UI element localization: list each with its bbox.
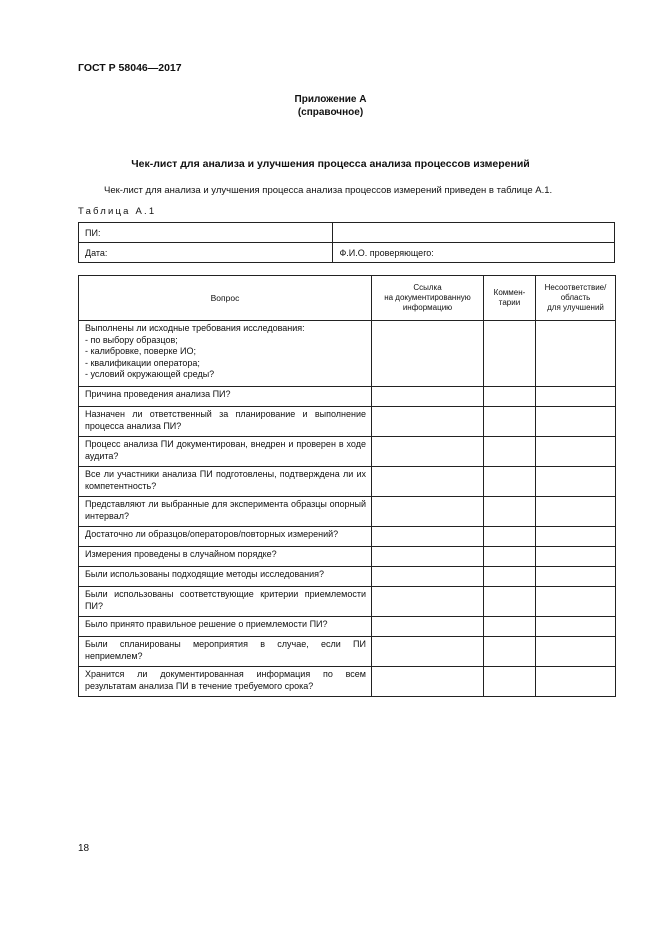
question-cell xyxy=(79,437,372,467)
question-cell xyxy=(79,407,372,437)
column-header-comments-line: Коммен- xyxy=(493,288,526,297)
comments-cell xyxy=(484,407,536,437)
question-text: Измерения проведены в случайном порядке? xyxy=(85,549,277,559)
question-cell xyxy=(79,547,372,567)
nonconformity-cell xyxy=(536,387,616,407)
reference-cell xyxy=(372,547,484,567)
question-text: - калибровке, поверке ИО; xyxy=(85,346,196,356)
column-header-reference-line: Ссылка xyxy=(413,283,442,292)
table-header-row xyxy=(79,276,616,321)
nonconformity-cell xyxy=(536,617,616,637)
nonconformity-cell xyxy=(536,637,616,667)
question-text: Назначен ли ответственный за планирование и выполнение процесса анализа ПИ? xyxy=(85,409,366,431)
reference-cell xyxy=(372,667,484,697)
comments-cell xyxy=(484,467,536,497)
table-row xyxy=(79,387,616,407)
question-cell xyxy=(79,387,372,407)
question-text: Хранится ли документированная информация по всем результатам анализа ПИ в течение требуемого срока? xyxy=(85,669,366,691)
question-cell xyxy=(79,527,372,547)
nonconformity-cell xyxy=(536,467,616,497)
table-row xyxy=(79,547,616,567)
table-row xyxy=(79,567,616,587)
table-row xyxy=(79,617,616,637)
question-text: - по выбору образцов; xyxy=(85,334,178,345)
inspector-field: Ф.И.О. проверяющего: xyxy=(333,243,615,263)
question-text: Все ли участники анализа ПИ подготовлены, подтверждена ли их компетентность? xyxy=(85,469,366,491)
question-text: Были использованы соответствующие критерии приемлемости ПИ? xyxy=(85,589,366,611)
table-label: Таблица А.1 xyxy=(78,206,157,217)
meta-table xyxy=(78,222,615,263)
question-text: Процесс анализа ПИ документирован, внедрен и проверен в ходе аудита? xyxy=(85,439,366,461)
table-row xyxy=(79,407,616,437)
comments-cell xyxy=(484,497,536,527)
comments-cell xyxy=(484,527,536,547)
table-row xyxy=(79,637,616,667)
reference-cell xyxy=(372,617,484,637)
nonconformity-cell xyxy=(536,587,616,617)
checklist-table xyxy=(78,275,616,697)
column-header-nonconformity xyxy=(536,276,616,321)
nonconformity-cell xyxy=(536,527,616,547)
column-header-reference xyxy=(372,276,484,321)
appendix-title: Приложение А xyxy=(294,94,367,105)
comments-cell xyxy=(484,587,536,617)
nonconformity-cell xyxy=(536,567,616,587)
column-header-nonconformity-line: Несоответствие/ xyxy=(544,283,607,292)
comments-cell xyxy=(484,667,536,697)
reference-cell xyxy=(372,587,484,617)
section-title: Чек-лист для анализа и улучшения процесса анализа процессов измерений xyxy=(131,158,530,170)
reference-cell xyxy=(372,437,484,467)
table-row xyxy=(79,667,616,697)
comments-cell xyxy=(484,637,536,667)
comments-cell xyxy=(484,567,536,587)
question-cell xyxy=(79,587,372,617)
column-header-reference-line: информацию xyxy=(402,303,453,312)
question-text: Причина проведения анализа ПИ? xyxy=(85,389,231,399)
nonconformity-cell xyxy=(536,497,616,527)
pi-field: ПИ: xyxy=(79,223,333,243)
reference-cell xyxy=(372,527,484,547)
intro-paragraph: Чек-лист для анализа и улучшения процесса анализа процессов измерений приведен в таблице А.1. xyxy=(104,185,553,196)
date-field: Дата: xyxy=(79,243,333,263)
nonconformity-cell xyxy=(536,437,616,467)
comments-cell xyxy=(484,387,536,407)
question-cell xyxy=(79,321,372,387)
column-header-comments xyxy=(484,276,536,321)
question-cell xyxy=(79,467,372,497)
standard-number: ГОСТ Р 58046—2017 xyxy=(78,62,182,74)
nonconformity-cell xyxy=(536,321,616,387)
column-header-reference-line: на документированную xyxy=(384,293,471,302)
question-text: Было принято правильное решение о приемлемости ПИ? xyxy=(85,619,328,629)
table-row xyxy=(79,527,616,547)
reference-cell xyxy=(372,321,484,387)
column-header-question: Вопрос xyxy=(79,276,372,321)
question-text: - условий окружающей среды? xyxy=(85,369,215,379)
table-row xyxy=(79,321,616,387)
question-text: Были спланированы мероприятия в случае, если ПИ неприемлем? xyxy=(85,639,366,661)
column-header-nonconformity-line: область xyxy=(560,293,591,302)
nonconformity-cell xyxy=(536,547,616,567)
reference-cell xyxy=(372,637,484,667)
appendix-subtitle: (справочное) xyxy=(297,107,364,118)
table-row xyxy=(79,587,616,617)
comments-cell xyxy=(484,547,536,567)
comments-cell xyxy=(484,617,536,637)
table-row xyxy=(79,467,616,497)
table-row xyxy=(79,437,616,467)
column-header-nonconformity-line: для улучшений xyxy=(547,303,604,312)
column-header-comments-line: тарии xyxy=(498,298,521,307)
reference-cell xyxy=(372,387,484,407)
nonconformity-cell xyxy=(536,407,616,437)
question-text: Выполнены ли исходные требования исследования: xyxy=(85,323,305,333)
pi-value-field xyxy=(333,223,615,243)
page-number: 18 xyxy=(78,843,90,854)
comments-cell xyxy=(484,437,536,467)
question-text: Представляют ли выбранные для эксперимента образцы опорный интервал? xyxy=(85,499,366,521)
nonconformity-cell xyxy=(536,667,616,697)
question-text: Были использованы подходящие методы исследования? xyxy=(85,569,325,579)
question-cell xyxy=(79,617,372,637)
comments-cell xyxy=(484,321,536,387)
reference-cell xyxy=(372,567,484,587)
question-cell xyxy=(79,497,372,527)
question-cell xyxy=(79,667,372,697)
reference-cell xyxy=(372,467,484,497)
reference-cell xyxy=(372,407,484,437)
question-cell xyxy=(79,637,372,667)
question-cell xyxy=(79,567,372,587)
question-text: - квалификации оператора; xyxy=(85,357,200,368)
table-row xyxy=(79,497,616,527)
question-text: Достаточно ли образцов/операторов/повторных измерений? xyxy=(85,529,339,539)
reference-cell xyxy=(372,497,484,527)
